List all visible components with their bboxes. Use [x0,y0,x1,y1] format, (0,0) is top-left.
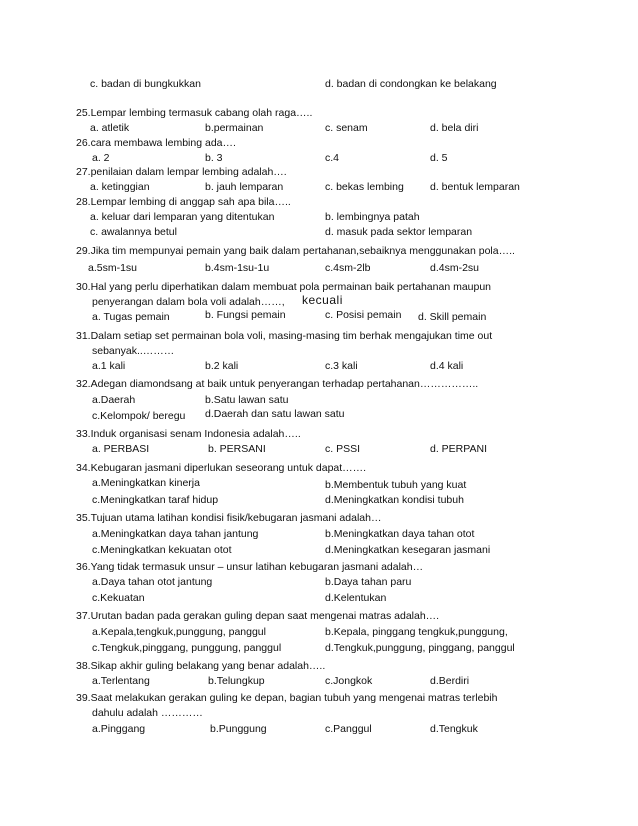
text-line: b.Meningkatkan daya tahan otot [325,528,475,540]
text-line: c.4sm-2lb [325,262,371,274]
text-line: 27.penilaian dalam lempar lembing adalah…. [76,166,287,178]
text-line: b.Kepala, pinggang tengkuk,punggung, [325,626,508,638]
text-line: b.2 kali [205,360,239,372]
text-line: c. senam [325,122,368,134]
text-line: b.Punggung [210,723,267,735]
text-line: d.Kelentukan [325,592,387,604]
text-line: c.Tengkuk,pinggang, punggung, panggul [92,642,282,654]
text-line: c. badan di bungkukkan [90,78,201,90]
text-line: a.5sm-1su [88,262,138,274]
text-line: a. keluar dari lemparan yang ditentukan [90,211,275,223]
text-line: c.Meningkatkan taraf hidup [92,494,219,506]
text-line: 33.Induk organisasi senam Indonesia adalah….. [76,428,301,440]
text-line: sebanyak..……… [92,345,175,357]
text-line: 37.Urutan badan pada gerakan guling depan saat mengenai matras adalah…. [76,610,440,622]
text-line: b.Satu lawan satu [205,394,289,406]
text-line: c. Posisi pemain [325,309,402,321]
text-line: a.Kepala,tengkuk,punggung, panggul [92,626,266,638]
text-line: a.Meningkatkan daya tahan jantung [92,528,259,540]
text-line: 29.Jika tim mempunyai pemain yang baik dalam pertahanan,sebaiknya menggunakan pola….. [76,245,515,257]
text-line: b. lembingnya patah [325,211,420,223]
text-line: d.Daerah dan satu lawan satu [205,408,345,420]
text-line: 36.Yang tidak termasuk unsur – unsur latihan kebugaran jasmani adalah… [76,561,424,573]
text-line: c. PSSI [325,443,361,455]
text-line: d. masuk pada sektor lemparan [325,226,473,238]
text-line: dahulu adalah ………… [92,707,203,719]
text-line: a.Daerah [92,394,136,406]
text-line: 34.Kebugaran jasmani diperlukan seseorang untuk dapat……. [76,462,367,474]
text-line: b.4sm-1su-1u [205,262,270,274]
text-line: d.4sm-2su [430,262,480,274]
text-line: d. 5 [430,152,448,164]
text-line: c.3 kali [325,360,358,372]
text-line: c.Kelompok/ beregu [92,410,186,422]
text-line: penyerangan dalam bola voli adalah……, [92,296,285,308]
text-line: a. Tugas pemain [92,311,170,323]
text-line: c. awalannya betul [90,226,177,238]
text-line: c.Meningkatkan kekuatan otot [92,544,232,556]
text-line: b. jauh lemparan [205,181,284,193]
text-line: a. 2 [92,152,110,164]
text-line: d.Meningkatkan kondisi tubuh [325,494,464,506]
text-line: 25.Lempar lembing termasuk cabang olah raga….. [76,107,313,119]
text-line: b. 3 [205,152,223,164]
text-line: a.Terlentang [92,675,150,687]
text-line: b.Daya tahan paru [325,576,412,588]
text-line: d.Berdiri [430,675,470,687]
text-line: 39.Saat melakukan gerakan guling ke depan, bagian tubuh yang mengenai matras terlebih [76,692,498,704]
text-line: b. PERSANI [208,443,266,455]
text-line: c.Panggul [325,723,372,735]
text-line: d. PERPANI [430,443,487,455]
text-line: d.4 kali [430,360,464,372]
text-line: b. Fungsi pemain [205,309,286,321]
text-line: a. atletik [90,122,130,134]
text-line: d.Meningkatkan kesegaran jasmani [325,544,491,556]
text-line: c. bekas lembing [325,181,404,193]
text-line: c.Kekuatan [92,592,145,604]
text-line: 35.Tujuan utama latihan kondisi fisik/kebugaran jasmani adalah… [76,512,382,524]
text-line: a.Daya tahan otot jantung [92,576,213,588]
text-line: d.Tengkuk,punggung, pinggang, panggul [325,642,515,654]
text-line: d.Tengkuk [430,723,478,735]
text-line: 32.Adegan diamondsang at baik untuk penyerangan terhadap pertahanan…………….. [76,378,479,390]
text-line: a. PERBASI [92,443,150,455]
text-line: b.permainan [205,122,264,134]
text-line: d. bentuk lemparan [430,181,520,193]
text-line: b.Membentuk tubuh yang kuat [325,479,467,491]
text-line: a. ketinggian [90,181,150,193]
text-line: a.1 kali [92,360,126,372]
text-line: d. badan di condongkan ke belakang [325,78,497,90]
text-line: 28.Lempar lembing di anggap sah apa bila….. [76,196,291,208]
text-line: c.4 [325,152,340,164]
emphasis-kecuali: kecuali [302,293,343,307]
text-line: 30.Hal yang perlu diperhatikan dalam membuat pola permainan baik pertahanan maupun [76,281,492,293]
text-line: c.Jongkok [325,675,373,687]
text-line: 31.Dalam setiap set permainan bola voli, masing-masing tim berhak mengajukan time out [76,330,493,342]
text-line: d. bela diri [430,122,479,134]
text-line: 38.Sikap akhir guling belakang yang benar adalah….. [76,660,326,672]
text-line: 26.cara membawa lembing ada…. [76,137,236,149]
text-line: a.Meningkatkan kinerja [92,477,200,489]
text-line: a.Pinggang [92,723,146,735]
text-line: d. Skill pemain [418,311,487,323]
text-line: b.Telungkup [208,675,265,687]
